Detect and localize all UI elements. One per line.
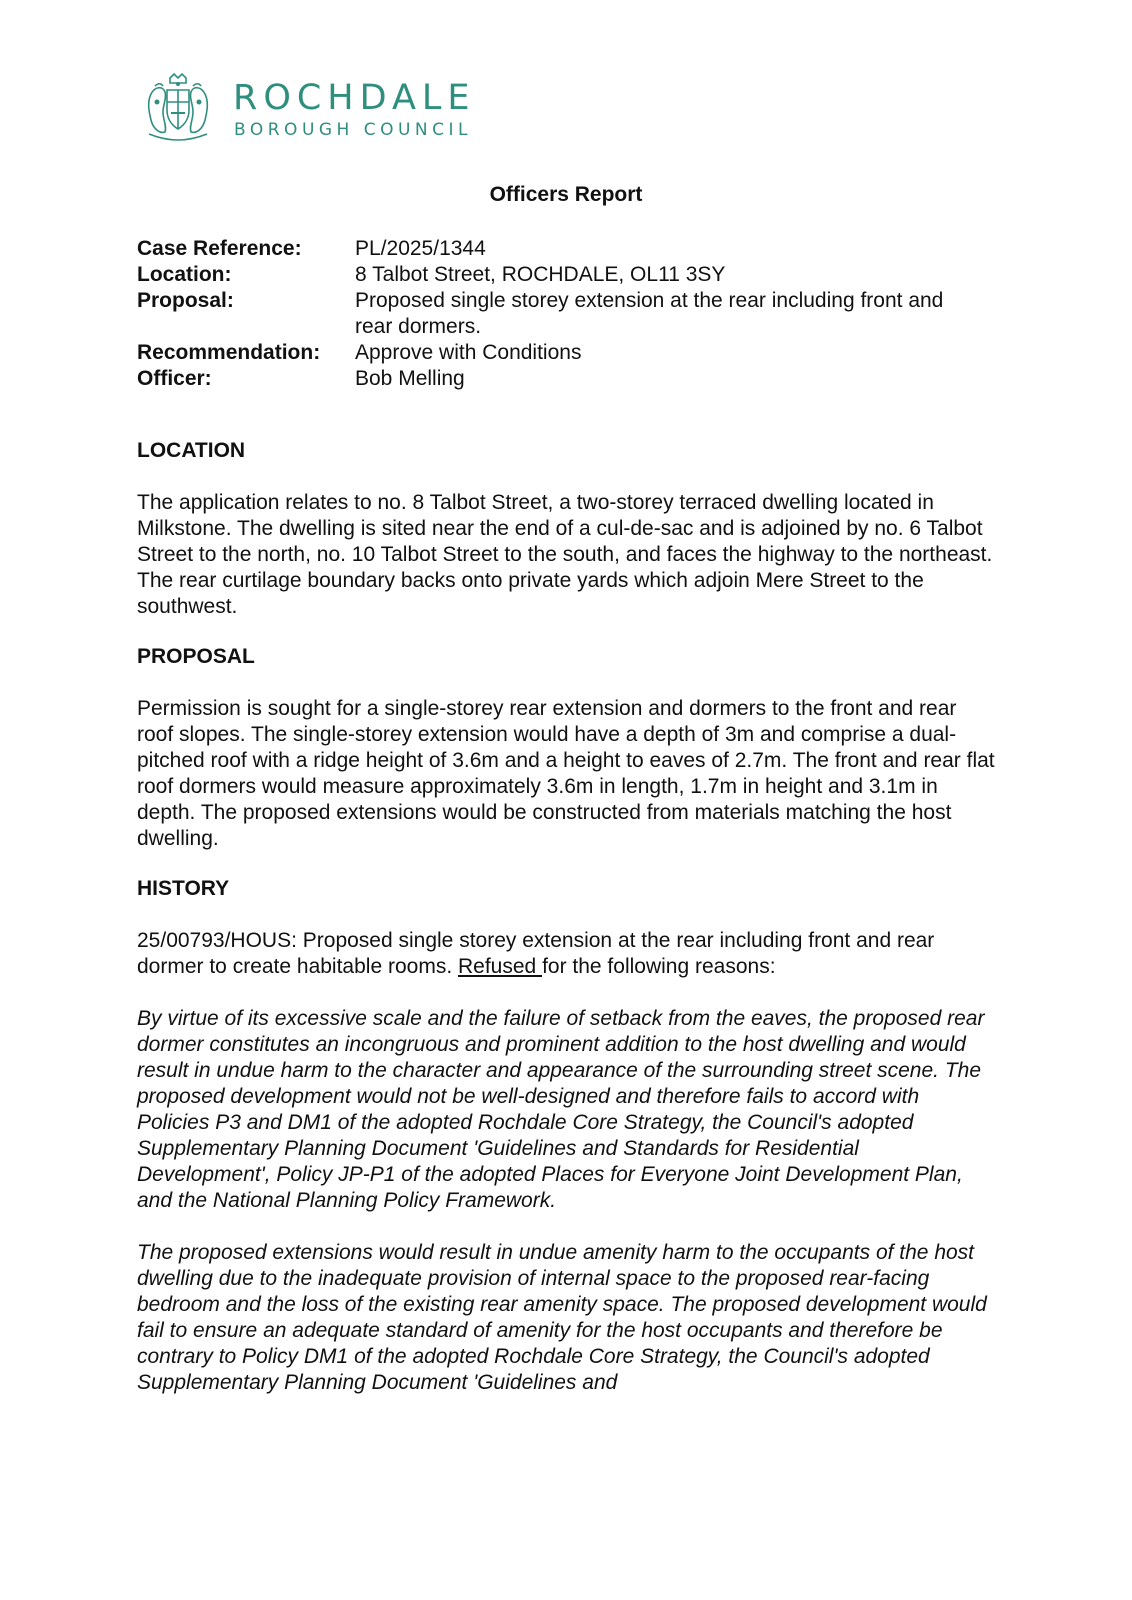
coat-of-arms-icon <box>143 72 213 142</box>
case-reference-value: PL/2025/1344 <box>355 237 486 260</box>
proposal-label: Proposal: <box>137 289 234 312</box>
case-reference-row <box>137 236 975 262</box>
proposal-text: Permission is sought for a single-storey rear extension and dormers to the front and rear roof slopes. The single-storey extension would have a depth of 3m and comprise a dual-pitched roof with a ridge height of 3.6m and a height to eaves of 2.7m. The front and rear flat roof dormers would measure approximately 3.6m in length, 1.7m in height and 3.1m in depth. The proposed extensions would be constructed from materials matching the host dwelling. <box>137 697 995 850</box>
page-title: Officers Report <box>489 183 643 206</box>
history-section <box>137 876 997 1396</box>
refused-decision: Refused <box>458 955 543 978</box>
recommendation-label: Recommendation: <box>137 341 321 364</box>
history-intro-end: for the following reasons: <box>542 955 776 978</box>
officer-row <box>137 366 975 392</box>
history-heading: HISTORY <box>137 877 230 900</box>
proposal-value: Proposed single storey extension at the rear including front and rear dormers. <box>355 289 944 338</box>
refusal-reason-2: The proposed extensions would result in undue amenity harm to the occupants of the host dwelling due to the inadequate provision of internal space to the proposed rear-facing bedroom and the loss of the existing rear amenity space. The proposed development would fail to ensure an adequate standard of amenity for the host occupants and therefore be contrary to Policy DM1 of the adopted Rochdale Core Strategy, the Council's adopted Supplementary Planning Document 'Guidelines and <box>137 1241 987 1394</box>
officer-label: Officer: <box>137 367 212 390</box>
location-text: The application relates to no. 8 Talbot Street, a two-storey terraced dwelling located in Milkstone. The dwelling is sited near the end of a cul-de-sac and is adjoined by no. 6 Talbot Street to the north, no. 10 Talbot Street to the south, and faces the highway to the northeast. The rear curtilage boundary backs onto private yards which adjoin Mere Street to the southwest. <box>137 491 993 618</box>
council-logo <box>143 72 513 144</box>
location-heading: LOCATION <box>137 439 246 462</box>
case-details <box>137 236 975 392</box>
officer-value: Bob Melling <box>355 367 465 390</box>
recommendation-value: Approve with Conditions <box>355 341 582 364</box>
recommendation-row <box>137 340 975 366</box>
logo-subtitle: BOROUGH COUNCIL <box>234 120 473 140</box>
refusal-reason-1: By virtue of its excessive scale and the failure of setback from the eaves, the proposed rear dormer constitutes an incongruous and prominent addition to the host dwelling and would result in undue harm to the character and appearance of the surrounding street scene. The proposed development would not be well-designed and therefore fails to accord with Policies P3 and DM1 of the adopted Rochdale Core Strategy, the Council's adopted Supplementary Planning Document 'Guidelines and Standards for Residential Development', Policy JP-P1 of the adopted Places for Everyone Joint Development Plan, and the National Planning Policy Framework. <box>137 1007 985 1212</box>
location-row <box>137 262 975 288</box>
location-label: Location: <box>137 263 232 286</box>
proposal-row <box>137 288 975 340</box>
history-intro <box>137 928 997 980</box>
location-section <box>137 438 997 620</box>
history-intro-text: 25/00793/HOUS: Proposed single storey extension at the rear including front and rear dormer to create habitable rooms. <box>137 929 935 978</box>
logo-wordmark: ROCHDALE <box>233 78 476 118</box>
location-value: 8 Talbot Street, ROCHDALE, OL11 3SY <box>355 263 726 286</box>
proposal-heading: PROPOSAL <box>137 645 255 668</box>
case-reference-label: Case Reference: <box>137 237 302 260</box>
proposal-section <box>137 644 997 852</box>
